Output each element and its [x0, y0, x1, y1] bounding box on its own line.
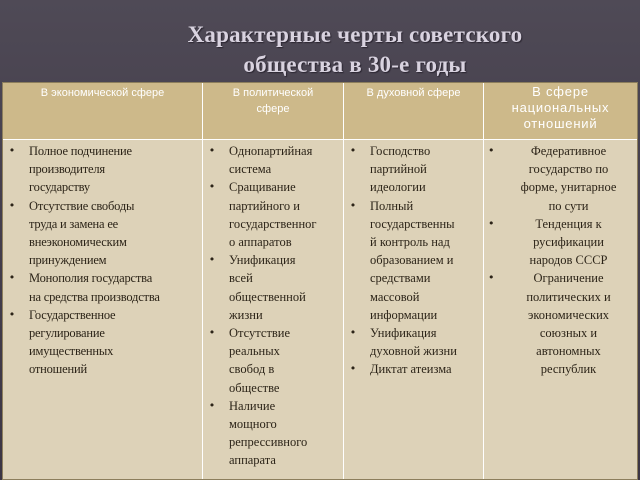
bullet-icon: •	[488, 216, 495, 230]
list-item	[348, 360, 481, 378]
item-line: Диктат атеизма	[370, 362, 452, 377]
item-line: Однопартийная	[229, 144, 313, 158]
item-line: идеологии	[370, 180, 426, 195]
national-list	[488, 142, 635, 379]
header-national	[484, 83, 637, 139]
item-line: мощного	[229, 417, 277, 432]
list-item	[488, 269, 635, 378]
bullet-icon: •	[488, 271, 495, 285]
item-line: на средства производства	[29, 289, 160, 304]
bullet-icon: •	[208, 398, 216, 412]
item-line: отношений	[29, 362, 87, 377]
item-line: духовной жизни	[370, 344, 457, 359]
item-line: информации	[370, 307, 438, 322]
item-line: всей	[229, 271, 253, 286]
header-spiritual-line: В духовной сфере	[366, 87, 461, 99]
item-line: форме, унитарное	[520, 180, 617, 195]
item-line: Унификация	[370, 326, 437, 341]
slide-title-line-1: Характерные черты советского	[187, 22, 523, 47]
bullet-icon: •	[8, 307, 16, 321]
list-item	[207, 178, 341, 251]
item-line: государству	[29, 180, 90, 195]
header-spiritual	[344, 83, 483, 139]
list-item	[207, 142, 341, 178]
bullet-icon: •	[208, 253, 216, 267]
item-line: массовой	[370, 289, 420, 304]
list-item	[348, 324, 481, 360]
item-line: репрессивного	[229, 435, 308, 450]
item-line: Монополия государства	[29, 271, 153, 286]
bullet-icon: •	[349, 198, 357, 212]
item-line: Федеративное	[530, 144, 607, 158]
item-line: русификации	[533, 235, 604, 250]
list-item	[488, 215, 635, 270]
header-national-line: национальных	[511, 100, 610, 115]
bullet-icon: •	[208, 144, 216, 157]
item-line: средствами	[370, 271, 431, 286]
header-economic-line: В экономической сфере	[40, 87, 165, 99]
bullet-icon: •	[208, 326, 216, 340]
list-item	[7, 197, 200, 270]
header-economic	[3, 83, 202, 139]
item-line: Отсутствие свободы	[29, 198, 135, 213]
header-political	[203, 83, 343, 139]
item-line: Наличие	[229, 398, 276, 413]
item-line: о аппаратов	[229, 235, 292, 250]
header-national-line: В сфере	[532, 84, 589, 99]
cell-national	[484, 140, 637, 379]
item-line: Сращивание	[229, 180, 296, 195]
bullet-icon: •	[349, 362, 357, 376]
header-national-line: отношений	[523, 116, 598, 131]
bullet-icon: •	[208, 180, 216, 194]
item-line: труда и замена ее	[29, 216, 119, 231]
item-line: Ограничение	[533, 271, 604, 286]
list-item	[488, 142, 635, 215]
political-list	[207, 142, 341, 470]
item-line: партийного и	[229, 198, 300, 213]
item-line: общественной	[229, 289, 306, 304]
list-item	[207, 324, 341, 397]
item-line: Господство	[370, 144, 431, 158]
item-line: партийной	[370, 162, 427, 177]
item-line: Полный	[370, 198, 414, 213]
item-line: союзных и	[539, 326, 598, 341]
item-line: регулирование	[29, 326, 105, 341]
item-line: государственны	[370, 216, 455, 231]
item-line: Тенденция к	[535, 216, 602, 231]
features-table	[2, 82, 638, 480]
cell-spiritual	[344, 140, 483, 379]
item-line: по сути	[548, 198, 589, 213]
item-line: автономных	[536, 344, 601, 359]
item-line: экономических	[527, 307, 610, 322]
item-line: система	[229, 162, 272, 177]
item-line: народов СССР	[529, 253, 608, 268]
item-line: й контроль над	[370, 235, 450, 250]
list-item	[207, 251, 341, 324]
bullet-icon: •	[8, 271, 16, 285]
header-political-line: В политической	[232, 87, 314, 99]
slide-title	[120, 20, 590, 80]
item-line: государственног	[229, 216, 317, 231]
cell-economic	[3, 140, 202, 379]
list-item	[207, 397, 341, 470]
list-item	[348, 142, 481, 197]
spiritual-list	[348, 142, 481, 379]
item-line: реальных	[229, 344, 280, 359]
item-line: республик	[540, 362, 597, 377]
item-line: государство по	[528, 162, 609, 177]
bullet-icon: •	[8, 198, 16, 212]
cell-political	[203, 140, 343, 470]
list-item	[7, 142, 200, 197]
bullet-icon: •	[8, 144, 16, 157]
item-line: аппарата	[229, 453, 276, 468]
item-line: Унификация	[229, 253, 296, 268]
item-line: Государственное	[29, 307, 116, 322]
item-line: имущественных	[29, 344, 114, 359]
bullet-icon: •	[488, 144, 495, 157]
item-line: обществе	[229, 380, 280, 395]
bullet-icon: •	[349, 144, 357, 157]
item-line: Отсутствие	[229, 326, 291, 341]
item-line: образованием и	[370, 253, 454, 268]
bullet-icon: •	[349, 326, 357, 340]
item-line: производителя	[29, 162, 105, 177]
item-line: свобод в	[229, 362, 275, 377]
item-line: политических и	[526, 289, 611, 304]
header-political-line: сфере	[256, 103, 290, 115]
list-item	[7, 306, 200, 379]
item-line: жизни	[229, 307, 263, 322]
item-line: внеэкономическим	[29, 235, 127, 250]
list-item	[348, 197, 481, 324]
item-line: принуждением	[29, 253, 107, 268]
slide-title-line-2: общества в 30-е годы	[243, 52, 467, 77]
item-line: Полное подчинение	[29, 144, 132, 158]
list-item	[7, 269, 200, 305]
economic-list	[7, 142, 200, 379]
